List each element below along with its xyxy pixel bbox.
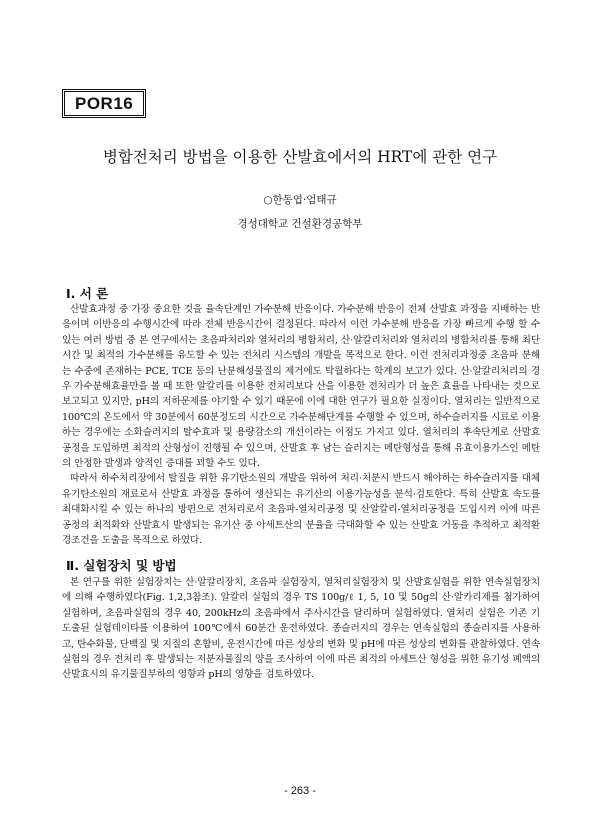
section-heading-introduction: Ⅰ. 서 론 [66,286,109,301]
section-body-methods [62,575,540,683]
author-affiliation: 경성대학교 건설환경공학부 [237,218,363,230]
paragraph: 따라서 하수처리장에서 탈질을 위한 유기탄소원의 개발을 위하여 처리·처분시 반드시 해야하는 하수슬러지를 대체 유기탄소원의 재료로서 산발효 과정을 통하여 생산되는 유기산의 이용가능성을 분석·검토한다. 특히 산발효 속도를 최대화시킬 수 있는 하나의 방편으로 전처리로서 초음파-열처리공정 및 산알칼리-열처리공정을 도입시켜 이에 따른 공정의 최적화와 산발효시 발생되는 유기산 중 아세트산의 분율을 극대화할 수 있는 산발효 거동을 추적하고 최적환경조건을 도출을 목적으로 하였다. [62,473,540,547]
paper-title: 병합전처리 방법을 이용한 산발효에서의 HRT에 관한 연구 [102,148,498,166]
session-code-box: POR16 [62,89,146,118]
section-body-introduction [62,302,540,549]
paragraph: 본 연구를 위한 실험장치는 산·알칼리장치, 초음파 실험장치, 열처리실험장치 및 산발효실험을 위한 연속실험장치에 의해 수행하였다(Fig. 1,2,3참조). 알칼리 실험의 경우 TS 100g/ℓ 1, 5, 10 및 50g의 산·알카리제를 첨가하여 실험하며, 초음파실험의 경우 40, 200kHz의 초음파에서 주사시간을 달리하며 실험하였다. 열처리 실험은 기존 기도출된 실험데이타를 이용하여 100℃에서 60분간 운전하였다. 종슬러지의 경우는 연속실험의 종슬러지를 사용하고, 탄수화물, 단백질 및 지질의 혼합비, 운전시간에 따른 성상의 변화 및 pH에 따른 성상의 변화를 관찰하였다. 연속실험의 경우 전처리 후 발생되는 저분자물질의 양을 조사하여 이에 따른 최적의 아세트산 형성을 위한 유기성 폐액의 산발효시의 유기물질부하의 영향과 pH의 영향을 검토하였다. [62,577,540,681]
page-number: - 263 - [284,785,316,797]
author-names: ○한동엽·엄태규 [263,194,337,206]
section-heading-methods: Ⅱ. 실험장치 및 방법 [66,558,177,573]
paragraph: 산발효과정 중 가장 중요한 것을 율속단계인 가수분해 반응이다. 가수분해 반응이 전체 산발효 과정을 지배하는 반응이며 이반응의 수행시간에 따라 전체 반응시간이 결정된다. 따라서 이런 가수분해 반응을 가장 빠르게 수행 할 수 있는 여러 방법 중 본 연구에서는 초음파처리와 열처리의 병합처리, 산·알칼리처리와 열처리의 병합처리를 통해 최단시간 및 최적의 가수분해를 유도할 수 있는 전처리 시스템의 개발을 목적으로 한다. 이런 전처리과정중 초음파 분해는 수중에 존재하는 PCE, TCE 등의 난분해성물질의 제거에도 탁월하다는 학계의 보고가 있다. 산·알칼리처리의 경우 가수분해효율만을 볼 때 또한 알칼리를 이용한 전처리보다 산을 이용한 전처리가 더 높은 효율을 나타내는 것으로 보고되고 있지만, pH의 저하문제를 야기할 수 있기 때문에 이에 대한 연구가 필요한 실정이다. 열처리는 일반적으로 100℃의 온도에서 약 30분에서 60분정도의 시간으로 가수분해단계를 수행할 수 있으며, 하수슬러지를 시료로 이용하는 경우에는 소화슬러지의 탈수효과 및 용량감소의 개선이라는 이점도 가지고 있다. 열처리의 후속단계로 산발효공정을 도입하면 최적의 산형성이 진행될 수 있으며, 산발효 후 남는 슬러지는 메탄형성을 통해 유효이용가스인 메탄의 안정한 발생과 양적인 증대를 꾀할 수도 있다. [62,304,541,470]
